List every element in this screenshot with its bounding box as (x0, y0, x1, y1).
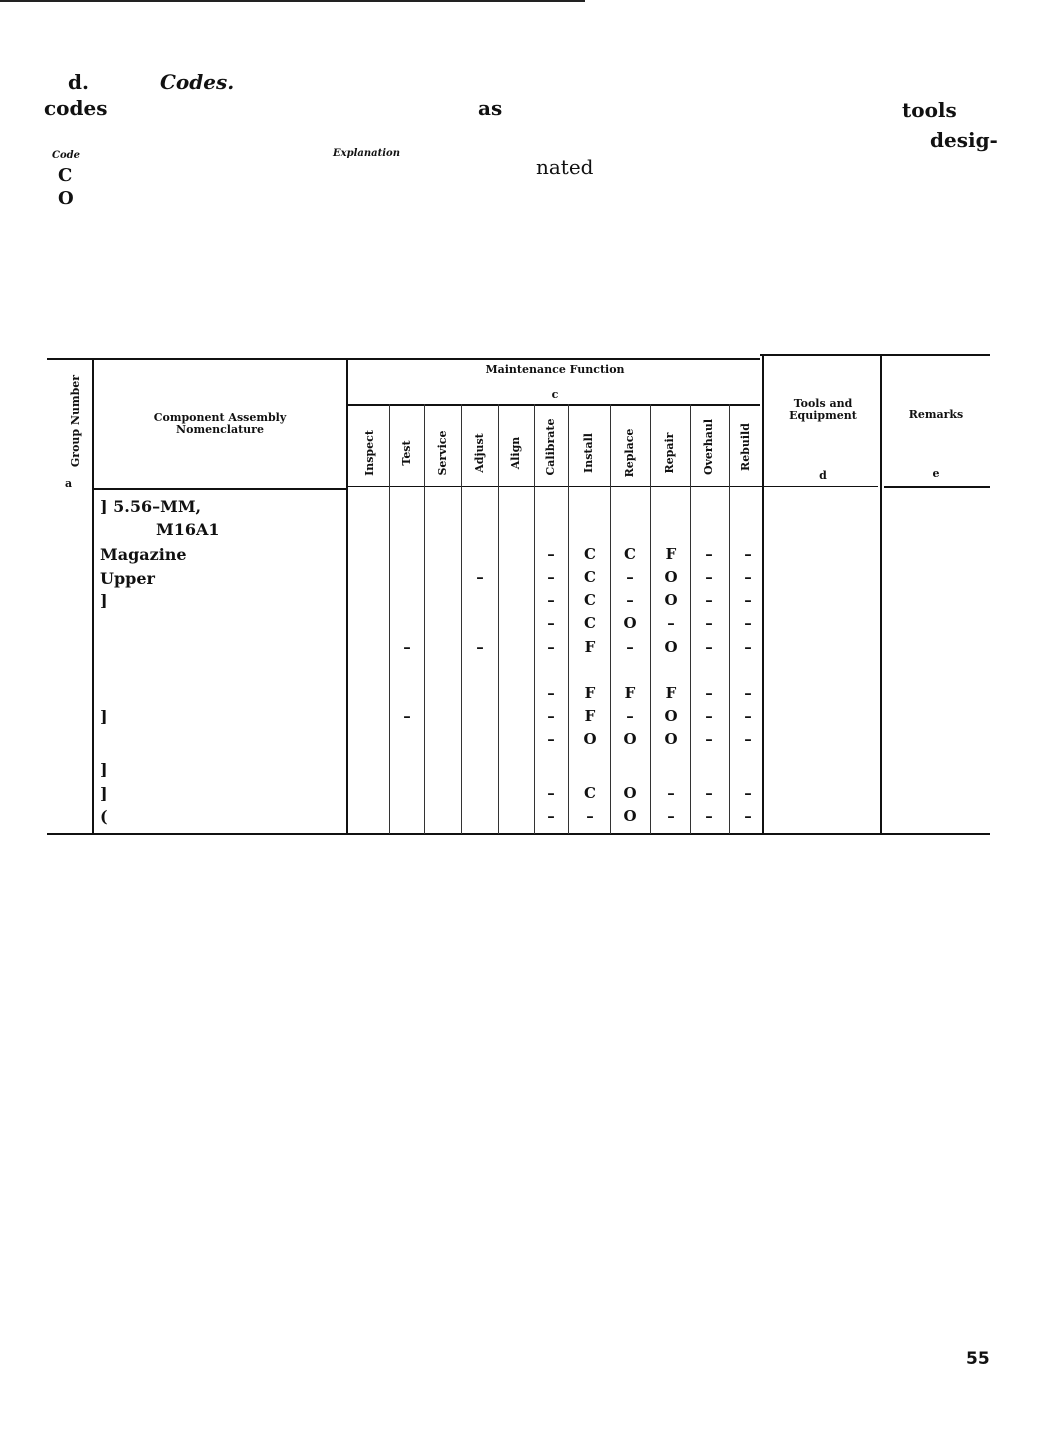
group-number-header: Group Number (69, 374, 82, 468)
cell-install: F (584, 707, 596, 725)
cell-replace: O (623, 807, 637, 825)
cell-overhaul: – (705, 730, 713, 748)
cell-repair: O (664, 707, 678, 725)
cell-test: – (403, 638, 411, 656)
top-rule (0, 0, 585, 2)
col-divider (610, 404, 611, 834)
tools-letter: d (819, 469, 827, 482)
component-header: Component Assembly Nomenclature (153, 411, 287, 436)
component-name: ] (100, 591, 108, 610)
cell-rebuild: – (744, 707, 752, 725)
page-number: 55 (966, 1349, 990, 1369)
maintenance-function-header: Maintenance Function (485, 363, 625, 376)
cell-repair: O (664, 568, 678, 586)
cell-overhaul: – (705, 614, 713, 632)
cell-rebuild: – (744, 730, 752, 748)
component-name: ] (100, 707, 108, 726)
col-divider (690, 404, 691, 834)
col-divider (498, 404, 499, 834)
cell-calibrate: – (547, 591, 555, 609)
group-divider (92, 360, 94, 835)
cell-overhaul: – (705, 784, 713, 802)
cell-test: – (403, 707, 411, 725)
function-header-adjust: Adjust (473, 433, 486, 473)
cell-repair: O (664, 591, 678, 609)
cell-overhaul: – (705, 591, 713, 609)
cell-install: F (584, 684, 596, 702)
component-name: ( (100, 807, 108, 826)
function-header-test: Test (400, 440, 413, 466)
cell-install: O (583, 730, 597, 748)
cell-repair: O (664, 638, 678, 656)
cell-overhaul: – (705, 545, 713, 563)
cell-rebuild: – (744, 638, 752, 656)
component-name: ] (100, 784, 108, 803)
col-divider (568, 404, 569, 834)
cell-repair: – (667, 784, 675, 802)
cell-replace: – (626, 591, 634, 609)
function-header-rebuild: Rebuild (739, 423, 752, 471)
cell-install: C (584, 568, 596, 586)
explanation-column-label: Explanation (333, 148, 400, 159)
word-tools: tools (902, 98, 957, 122)
function-header-overhaul: Overhaul (702, 418, 715, 476)
cell-install: C (584, 784, 596, 802)
cell-replace: – (626, 568, 634, 586)
tools-header: Tools and Equipment (789, 397, 857, 422)
function-header-align: Align (509, 436, 522, 470)
component-name-line2: M16A1 (156, 520, 220, 539)
cell-rebuild: – (744, 807, 752, 825)
cell-overhaul: – (705, 638, 713, 656)
function-header-inspect: Inspect (363, 430, 376, 476)
cell-replace: F (624, 684, 636, 702)
cell-repair: F (665, 684, 677, 702)
table-bottom-rule (47, 833, 990, 835)
function-header-service: Service (436, 430, 449, 476)
cell-install: C (584, 545, 596, 563)
cell-install: – (586, 807, 594, 825)
function-header-replace: Replace (623, 428, 636, 478)
cell-replace: O (623, 614, 637, 632)
col-divider (729, 404, 730, 834)
cell-calibrate: – (547, 614, 555, 632)
cell-replace: C (624, 545, 636, 563)
cell-overhaul: – (705, 707, 713, 725)
cell-install: C (584, 591, 596, 609)
cell-calibrate: – (547, 784, 555, 802)
cell-adjust: – (476, 638, 484, 656)
table-top-rule-right (760, 354, 990, 356)
cell-calibrate: – (547, 545, 555, 563)
cell-calibrate: – (547, 707, 555, 725)
cell-overhaul: – (705, 568, 713, 586)
cell-repair: O (664, 730, 678, 748)
component-name: Magazine (100, 545, 187, 564)
word-nated: nated (536, 155, 594, 179)
cell-calibrate: – (547, 807, 555, 825)
cell-rebuild: – (744, 784, 752, 802)
code-column-label: Code (52, 150, 80, 161)
cell-rebuild: – (744, 614, 752, 632)
cell-adjust: – (476, 568, 484, 586)
word-as: as (478, 96, 503, 120)
col-divider (424, 404, 425, 834)
code-c: C (58, 165, 73, 186)
table-top-rule (47, 358, 760, 360)
cell-install: C (584, 614, 596, 632)
col-divider (389, 404, 390, 834)
cell-rebuild: – (744, 545, 752, 563)
cell-install: F (584, 638, 596, 656)
maintenance-letter: c (551, 388, 559, 401)
function-header-install: Install (582, 433, 595, 473)
function-header-repair: Repair (663, 432, 676, 474)
remarks-letter: e (932, 467, 940, 480)
col-divider (461, 404, 462, 834)
function-header-rule (348, 404, 760, 406)
cell-rebuild: – (744, 591, 752, 609)
cell-overhaul: – (705, 807, 713, 825)
header-bottom-rule-mid (348, 486, 878, 487)
cell-replace: – (626, 707, 634, 725)
header-bottom-rule (92, 488, 348, 490)
cell-replace: – (626, 638, 634, 656)
remarks-header: Remarks (908, 408, 964, 421)
code-o: O (58, 188, 74, 209)
word-codes: codes (44, 96, 108, 120)
cell-repair: F (665, 545, 677, 563)
component-name: ] 5.56–MM, (100, 497, 202, 516)
function-header-calibrate: Calibrate (544, 418, 557, 476)
header-bottom-rule-right (884, 486, 990, 488)
component-divider (346, 360, 348, 835)
component-name: Upper (100, 569, 155, 588)
group-letter: a (65, 477, 73, 490)
component-name: ] (100, 760, 108, 779)
cell-overhaul: – (705, 684, 713, 702)
cell-rebuild: – (744, 568, 752, 586)
word-desig: desig- (930, 128, 998, 152)
cell-rebuild: – (744, 684, 752, 702)
cell-calibrate: – (547, 638, 555, 656)
col-divider (650, 404, 651, 834)
cell-calibrate: – (547, 568, 555, 586)
col-divider (534, 404, 535, 834)
cell-repair: – (667, 807, 675, 825)
cell-calibrate: – (547, 730, 555, 748)
cell-calibrate: – (547, 684, 555, 702)
cell-replace: O (623, 784, 637, 802)
paragraph-title: Codes. (160, 70, 235, 94)
paragraph-letter: d. (68, 70, 89, 94)
cell-repair: – (667, 614, 675, 632)
tools-divider (880, 354, 882, 835)
cell-replace: O (623, 730, 637, 748)
